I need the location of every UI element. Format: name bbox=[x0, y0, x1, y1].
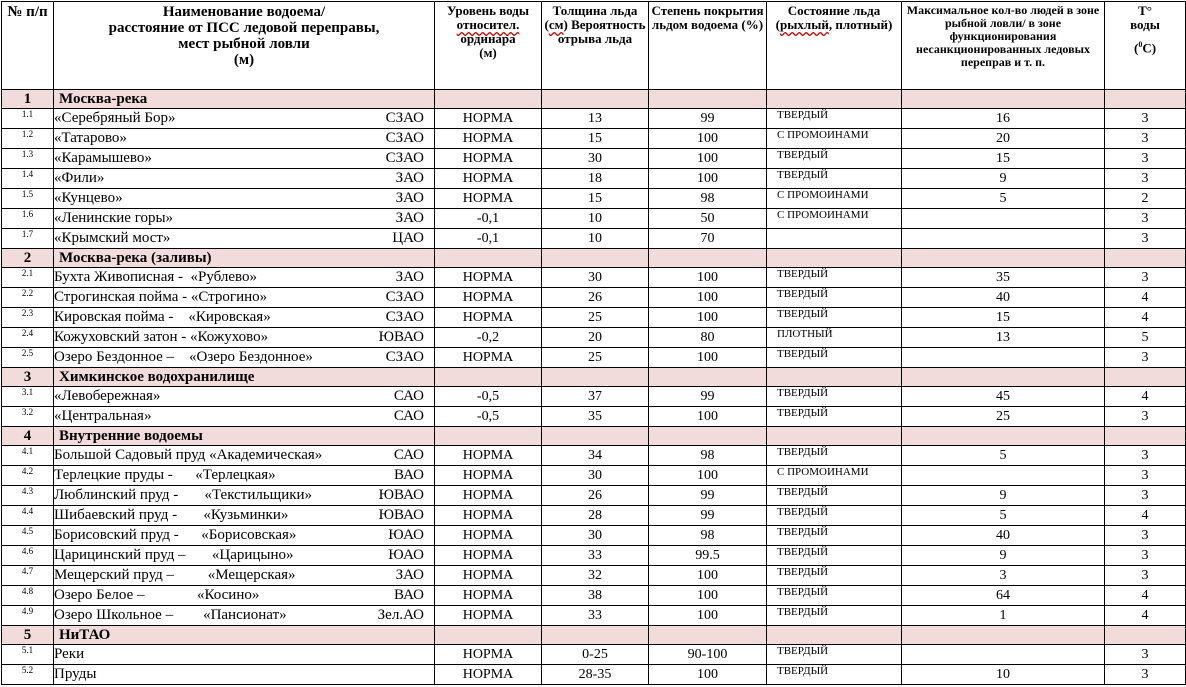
section-title: Москва-река (заливы) bbox=[54, 249, 435, 268]
ice-thickness: 25 bbox=[542, 308, 649, 328]
waterbody-label: «Серебряный Бор» bbox=[54, 110, 176, 126]
district-label: СЗАО bbox=[385, 130, 424, 146]
water-temp: 3 bbox=[1105, 129, 1186, 149]
district-label: СЗАО bbox=[385, 289, 424, 305]
water-temp: 3 bbox=[1105, 546, 1186, 566]
section-num: 1 bbox=[2, 90, 54, 109]
district-label: ВАО bbox=[394, 587, 424, 603]
people-count bbox=[902, 645, 1105, 665]
ice-cover: 100 bbox=[649, 129, 767, 149]
waterbody-label: Озеро Школьное – «Пансионат» bbox=[54, 607, 287, 623]
ice-state: ТВЕРДЫЙ bbox=[767, 149, 902, 169]
ice-state: ТВЕРДЫЙ bbox=[767, 645, 902, 665]
row-num: 1.5 bbox=[2, 189, 54, 209]
header-level: Уровень воды относител. ординара (м) bbox=[435, 2, 542, 90]
section-num: 2 bbox=[2, 249, 54, 268]
district-label: ВАО bbox=[394, 467, 424, 483]
water-temp: 2 bbox=[1105, 189, 1186, 209]
table-row bbox=[2, 586, 1186, 606]
waterbody-name bbox=[54, 486, 435, 506]
ice-cover: 99 bbox=[649, 486, 767, 506]
district-label: ЗАО bbox=[395, 269, 424, 285]
row-num: 2.3 bbox=[2, 308, 54, 328]
waterbody-name bbox=[54, 506, 435, 526]
waterbody-name bbox=[54, 189, 435, 209]
ice-thickness: 26 bbox=[542, 288, 649, 308]
ice-cover: 98 bbox=[649, 189, 767, 209]
ice-state: ТВЕРДЫЙ bbox=[767, 268, 902, 288]
header-thickness: Толщина льда (см) Вероятность отрыва льда bbox=[542, 2, 649, 90]
row-num: 4.3 bbox=[2, 486, 54, 506]
ice-cover: 100 bbox=[649, 268, 767, 288]
waterbody-label: «Левобережная» bbox=[54, 388, 161, 404]
water-level: НОРМА bbox=[435, 149, 542, 169]
row-num: 4.6 bbox=[2, 546, 54, 566]
row-num: 4.7 bbox=[2, 566, 54, 586]
people-count bbox=[902, 209, 1105, 229]
table-row bbox=[2, 665, 1186, 685]
water-level: НОРМА bbox=[435, 348, 542, 368]
ice-state: ТВЕРДЫЙ bbox=[767, 586, 902, 606]
waterbody-label: «Ленинские горы» bbox=[54, 210, 174, 226]
section-num: 3 bbox=[2, 368, 54, 387]
waterbody-name bbox=[54, 229, 435, 249]
header-state: Состояние льда (рыхлый, плотный) bbox=[767, 2, 902, 90]
water-temp: 3 bbox=[1105, 526, 1186, 546]
waterbody-label: «Крымский мост» bbox=[54, 230, 171, 246]
ice-thickness: 18 bbox=[542, 169, 649, 189]
ice-state: С ПРОМОИНАМИ bbox=[767, 189, 902, 209]
people-count: 3 bbox=[902, 566, 1105, 586]
people-count: 15 bbox=[902, 308, 1105, 328]
section-num: 4 bbox=[2, 427, 54, 446]
water-temp: 3 bbox=[1105, 209, 1186, 229]
water-temp: 5 bbox=[1105, 328, 1186, 348]
ice-cover: 99 bbox=[649, 506, 767, 526]
ice-thickness: 10 bbox=[542, 209, 649, 229]
people-count: 15 bbox=[902, 149, 1105, 169]
header-temp: T° воды ($^0$C) bbox=[1105, 2, 1186, 90]
section-row bbox=[2, 427, 1186, 446]
water-temp: 3 bbox=[1105, 149, 1186, 169]
people-count: 10 bbox=[902, 665, 1105, 685]
table-row bbox=[2, 109, 1186, 129]
waterbody-name bbox=[54, 328, 435, 348]
district-label: СЗАО bbox=[385, 150, 424, 166]
water-level: НОРМА bbox=[435, 189, 542, 209]
row-num: 2.1 bbox=[2, 268, 54, 288]
water-temp: 3 bbox=[1105, 645, 1186, 665]
ice-state: ТВЕРДЫЙ bbox=[767, 348, 902, 368]
district-label: САО bbox=[393, 408, 424, 424]
ice-thickness: 13 bbox=[542, 109, 649, 129]
district-label: ЮАО bbox=[388, 527, 424, 543]
ice-state: ТВЕРДЫЙ bbox=[767, 288, 902, 308]
table-row bbox=[2, 229, 1186, 249]
district-label: Зел.АО bbox=[377, 607, 424, 623]
table-row bbox=[2, 526, 1186, 546]
section-title: НиТАО bbox=[54, 626, 435, 645]
section-row bbox=[2, 90, 1186, 109]
row-num: 1.6 bbox=[2, 209, 54, 229]
waterbody-label: Пруды bbox=[54, 666, 97, 682]
ice-thickness: 32 bbox=[542, 566, 649, 586]
table-row bbox=[2, 546, 1186, 566]
row-num: 1.3 bbox=[2, 149, 54, 169]
water-temp: 4 bbox=[1105, 606, 1186, 626]
section-row bbox=[2, 626, 1186, 645]
water-level: НОРМА bbox=[435, 586, 542, 606]
ice-thickness: 34 bbox=[542, 446, 649, 466]
people-count bbox=[902, 466, 1105, 486]
ice-state: ТВЕРДЫЙ bbox=[767, 566, 902, 586]
row-num: 1.7 bbox=[2, 229, 54, 249]
water-level: НОРМА bbox=[435, 506, 542, 526]
waterbody-label: «Фили» bbox=[54, 170, 105, 186]
ice-thickness: 37 bbox=[542, 387, 649, 407]
ice-thickness: 33 bbox=[542, 546, 649, 566]
ice-thickness: 10 bbox=[542, 229, 649, 249]
water-temp: 4 bbox=[1105, 288, 1186, 308]
people-count: 5 bbox=[902, 446, 1105, 466]
people-count: 9 bbox=[902, 169, 1105, 189]
ice-thickness: 30 bbox=[542, 268, 649, 288]
waterbody-label: Терлецкие пруды - «Терлецкая» bbox=[54, 467, 276, 483]
row-num: 4.9 bbox=[2, 606, 54, 626]
ice-cover: 100 bbox=[649, 348, 767, 368]
section-row bbox=[2, 368, 1186, 387]
ice-state: С ПРОМОИНАМИ bbox=[767, 209, 902, 229]
table-row bbox=[2, 407, 1186, 427]
ice-cover: 100 bbox=[649, 169, 767, 189]
ice-state: ТВЕРДЫЙ bbox=[767, 506, 902, 526]
water-level: НОРМА bbox=[435, 109, 542, 129]
waterbody-name bbox=[54, 109, 435, 129]
waterbody-name bbox=[54, 446, 435, 466]
district-label: ЮАО bbox=[388, 547, 424, 563]
header-cover: Степень покрытия льдом водоема (%) bbox=[649, 2, 767, 90]
ice-cover: 99.5 bbox=[649, 546, 767, 566]
water-level: НОРМА bbox=[435, 446, 542, 466]
ice-state: ТВЕРДЫЙ bbox=[767, 486, 902, 506]
water-temp: 3 bbox=[1105, 229, 1186, 249]
table-row bbox=[2, 645, 1186, 665]
district-label: СЗАО bbox=[385, 110, 424, 126]
waterbody-label: Царицинский пруд – «Царицыно» bbox=[54, 547, 294, 563]
ice-cover: 100 bbox=[649, 288, 767, 308]
table-row bbox=[2, 387, 1186, 407]
water-level: НОРМА bbox=[435, 129, 542, 149]
header-row bbox=[2, 2, 1186, 90]
section-num: 5 bbox=[2, 626, 54, 645]
waterbody-label: Большой Садовый пруд «Академическая» bbox=[54, 447, 323, 463]
table-row bbox=[2, 446, 1186, 466]
waterbody-label: Строгинская пойма - «Строгино» bbox=[54, 289, 268, 305]
ice-state: ТВЕРДЫЙ bbox=[767, 169, 902, 189]
waterbody-name bbox=[54, 149, 435, 169]
ice-state: ТВЕРДЫЙ bbox=[767, 109, 902, 129]
waterbody-name bbox=[54, 546, 435, 566]
ice-cover: 100 bbox=[649, 308, 767, 328]
table-row bbox=[2, 169, 1186, 189]
people-count: 64 bbox=[902, 586, 1105, 606]
people-count: 45 bbox=[902, 387, 1105, 407]
district-label: СЗАО bbox=[385, 309, 424, 325]
ice-state: ТВЕРДЫЙ bbox=[767, 407, 902, 427]
waterbody-name bbox=[54, 566, 435, 586]
row-num: 3.2 bbox=[2, 407, 54, 427]
ice-cover: 100 bbox=[649, 566, 767, 586]
people-count: 9 bbox=[902, 546, 1105, 566]
water-temp: 3 bbox=[1105, 665, 1186, 685]
header-name: Наименование водоема/ расстояние от ПСС ледовой переправы, мест рыбной ловли (м) bbox=[54, 2, 435, 90]
people-count: 20 bbox=[902, 129, 1105, 149]
water-temp: 3 bbox=[1105, 407, 1186, 427]
table-row bbox=[2, 288, 1186, 308]
waterbody-name bbox=[54, 387, 435, 407]
header-people: Максимальное кол-во людей в зоне рыбной ловли/ в зоне функционирования несанкционированных ледовых переправ и т. п. bbox=[902, 2, 1105, 90]
people-count: 13 bbox=[902, 328, 1105, 348]
ice-thickness: 33 bbox=[542, 606, 649, 626]
table-row bbox=[2, 209, 1186, 229]
waterbody-name bbox=[54, 645, 435, 665]
ice-cover: 99 bbox=[649, 109, 767, 129]
ice-thickness: 0-25 bbox=[542, 645, 649, 665]
water-level: -0,2 bbox=[435, 328, 542, 348]
ice-cover: 98 bbox=[649, 446, 767, 466]
people-count: 16 bbox=[902, 109, 1105, 129]
section-title: Химкинское водохранилище bbox=[54, 368, 435, 387]
ice-cover: 90-100 bbox=[649, 645, 767, 665]
people-count: 5 bbox=[902, 189, 1105, 209]
ice-thickness: 28-35 bbox=[542, 665, 649, 685]
waterbody-name bbox=[54, 268, 435, 288]
waterbody-label: «Татарово» bbox=[54, 130, 127, 146]
row-num: 4.8 bbox=[2, 586, 54, 606]
water-level: НОРМА bbox=[435, 546, 542, 566]
table-row bbox=[2, 129, 1186, 149]
district-label: СЗАО bbox=[385, 349, 424, 365]
district-label: ЮВАО bbox=[378, 487, 424, 503]
waterbody-label: Кожуховский затон - «Кожухово» bbox=[54, 329, 269, 345]
water-temp: 4 bbox=[1105, 506, 1186, 526]
waterbody-label: Мещерский пруд – «Мещерская» bbox=[54, 567, 296, 583]
district-label: ЗАО bbox=[395, 210, 424, 226]
ice-thickness: 35 bbox=[542, 407, 649, 427]
ice-state: ТВЕРДЫЙ bbox=[767, 446, 902, 466]
water-level: НОРМА bbox=[435, 169, 542, 189]
row-num: 5.2 bbox=[2, 665, 54, 685]
water-level: НОРМА bbox=[435, 288, 542, 308]
ice-cover: 98 bbox=[649, 526, 767, 546]
waterbody-label: «Карамышево» bbox=[54, 150, 152, 166]
water-level: НОРМА bbox=[435, 645, 542, 665]
row-num: 4.1 bbox=[2, 446, 54, 466]
ice-cover: 100 bbox=[649, 407, 767, 427]
table-row bbox=[2, 328, 1186, 348]
ice-cover: 100 bbox=[649, 606, 767, 626]
row-num: 2.5 bbox=[2, 348, 54, 368]
ice-cover: 80 bbox=[649, 328, 767, 348]
water-level: НОРМА bbox=[435, 268, 542, 288]
row-num: 1.4 bbox=[2, 169, 54, 189]
waterbody-name bbox=[54, 665, 435, 685]
ice-thickness: 15 bbox=[542, 129, 649, 149]
table-row bbox=[2, 348, 1186, 368]
water-temp: 3 bbox=[1105, 446, 1186, 466]
ice-thickness: 25 bbox=[542, 348, 649, 368]
water-level: НОРМА bbox=[435, 606, 542, 626]
water-level: НОРМА bbox=[435, 526, 542, 546]
waterbody-label: Шибаевский пруд - «Кузьминки» bbox=[54, 507, 289, 523]
row-num: 4.5 bbox=[2, 526, 54, 546]
people-count: 9 bbox=[902, 486, 1105, 506]
ice-state: ТВЕРДЫЙ bbox=[767, 308, 902, 328]
waterbody-name bbox=[54, 129, 435, 149]
section-title: Внутренние водоемы bbox=[54, 427, 435, 446]
ice-state: ПЛОТНЫЙ bbox=[767, 328, 902, 348]
people-count: 25 bbox=[902, 407, 1105, 427]
waterbody-name bbox=[54, 526, 435, 546]
ice-thickness: 30 bbox=[542, 466, 649, 486]
district-label: САО bbox=[393, 447, 424, 463]
ice-state: ТВЕРДЫЙ bbox=[767, 606, 902, 626]
row-num: 1.1 bbox=[2, 109, 54, 129]
waterbody-name bbox=[54, 288, 435, 308]
water-temp: 4 bbox=[1105, 586, 1186, 606]
district-label: ЮВАО bbox=[378, 329, 424, 345]
waterbody-name bbox=[54, 407, 435, 427]
people-count bbox=[902, 348, 1105, 368]
water-temp: 3 bbox=[1105, 268, 1186, 288]
people-count: 40 bbox=[902, 288, 1105, 308]
waterbody-label: Озеро Бездонное – «Озеро Бездонное» bbox=[54, 349, 313, 365]
water-temp: 3 bbox=[1105, 466, 1186, 486]
ice-thickness: 30 bbox=[542, 526, 649, 546]
row-num: 5.1 bbox=[2, 645, 54, 665]
table-row bbox=[2, 566, 1186, 586]
district-label: ЗАО bbox=[395, 567, 424, 583]
waterbody-label: Люблинский пруд - «Текстильщики» bbox=[54, 487, 313, 503]
table-row bbox=[2, 606, 1186, 626]
water-temp: 3 bbox=[1105, 486, 1186, 506]
row-num: 2.4 bbox=[2, 328, 54, 348]
table-row bbox=[2, 486, 1186, 506]
ice-thickness: 38 bbox=[542, 586, 649, 606]
row-num: 4.2 bbox=[2, 466, 54, 486]
table-row bbox=[2, 268, 1186, 288]
ice-thickness: 20 bbox=[542, 328, 649, 348]
people-count: 1 bbox=[902, 606, 1105, 626]
people-count: 40 bbox=[902, 526, 1105, 546]
row-num: 1.2 bbox=[2, 129, 54, 149]
ice-state: ТВЕРДЫЙ bbox=[767, 526, 902, 546]
ice-cover: 100 bbox=[649, 149, 767, 169]
ice-thickness: 30 bbox=[542, 149, 649, 169]
ice-cover: 100 bbox=[649, 665, 767, 685]
district-label: САО bbox=[393, 388, 424, 404]
district-label: ЗАО bbox=[395, 190, 424, 206]
water-level: НОРМА bbox=[435, 486, 542, 506]
waterbody-name bbox=[54, 466, 435, 486]
waterbody-name bbox=[54, 308, 435, 328]
waterbody-name bbox=[54, 606, 435, 626]
district-label: ЗАО bbox=[395, 170, 424, 186]
ice-thickness: 26 bbox=[542, 486, 649, 506]
ice-state bbox=[767, 229, 902, 249]
table-row bbox=[2, 308, 1186, 328]
ice-conditions-table bbox=[1, 1, 1186, 685]
ice-state: С ПРОМОИНАМИ bbox=[767, 129, 902, 149]
water-temp: 3 bbox=[1105, 566, 1186, 586]
water-level: НОРМА bbox=[435, 566, 542, 586]
ice-thickness: 28 bbox=[542, 506, 649, 526]
ice-state: С ПРОМОИНАМИ bbox=[767, 466, 902, 486]
waterbody-label: Борисовский пруд - «Борисовская» bbox=[54, 527, 297, 543]
ice-cover: 50 bbox=[649, 209, 767, 229]
section-row bbox=[2, 249, 1186, 268]
ice-cover: 70 bbox=[649, 229, 767, 249]
waterbody-name bbox=[54, 586, 435, 606]
row-num: 3.1 bbox=[2, 387, 54, 407]
waterbody-name bbox=[54, 209, 435, 229]
ice-state: ТВЕРДЫЙ bbox=[767, 665, 902, 685]
people-count bbox=[902, 229, 1105, 249]
water-temp: 4 bbox=[1105, 387, 1186, 407]
water-temp: 4 bbox=[1105, 308, 1186, 328]
waterbody-label: Озеро Белое – «Косино» bbox=[54, 587, 260, 603]
people-count: 5 bbox=[902, 506, 1105, 526]
water-temp: 3 bbox=[1105, 348, 1186, 368]
waterbody-label: Кировская пойма - «Кировская» bbox=[54, 309, 271, 325]
water-level: -0,5 bbox=[435, 387, 542, 407]
water-level: -0,1 bbox=[435, 229, 542, 249]
waterbody-label: «Кунцево» bbox=[54, 190, 123, 206]
ice-cover: 99 bbox=[649, 387, 767, 407]
water-level: -0,1 bbox=[435, 209, 542, 229]
waterbody-label: Реки bbox=[54, 646, 85, 662]
section-title: Москва-река bbox=[54, 90, 435, 109]
row-num: 4.4 bbox=[2, 506, 54, 526]
table-body bbox=[2, 90, 1186, 685]
ice-cover: 100 bbox=[649, 586, 767, 606]
district-label: ЦАО bbox=[392, 230, 424, 246]
table-row bbox=[2, 506, 1186, 526]
row-num: 2.2 bbox=[2, 288, 54, 308]
waterbody-name bbox=[54, 169, 435, 189]
water-level: -0,5 bbox=[435, 407, 542, 427]
table-row bbox=[2, 466, 1186, 486]
water-temp: 3 bbox=[1105, 169, 1186, 189]
water-level: НОРМА bbox=[435, 466, 542, 486]
ice-thickness: 15 bbox=[542, 189, 649, 209]
district-label: ЮВАО bbox=[378, 507, 424, 523]
waterbody-name bbox=[54, 348, 435, 368]
water-level: НОРМА bbox=[435, 665, 542, 685]
people-count: 35 bbox=[902, 268, 1105, 288]
ice-cover: 100 bbox=[649, 466, 767, 486]
water-level: НОРМА bbox=[435, 308, 542, 328]
waterbody-label: «Центральная» bbox=[54, 408, 152, 424]
header-num: № п/п bbox=[2, 2, 54, 90]
ice-state: ТВЕРДЫЙ bbox=[767, 387, 902, 407]
table-row bbox=[2, 149, 1186, 169]
waterbody-label: Бухта Живописная - «Рублево» bbox=[54, 269, 258, 285]
ice-state: ТВЕРДЫЙ bbox=[767, 546, 902, 566]
table-row bbox=[2, 189, 1186, 209]
water-temp: 3 bbox=[1105, 109, 1186, 129]
